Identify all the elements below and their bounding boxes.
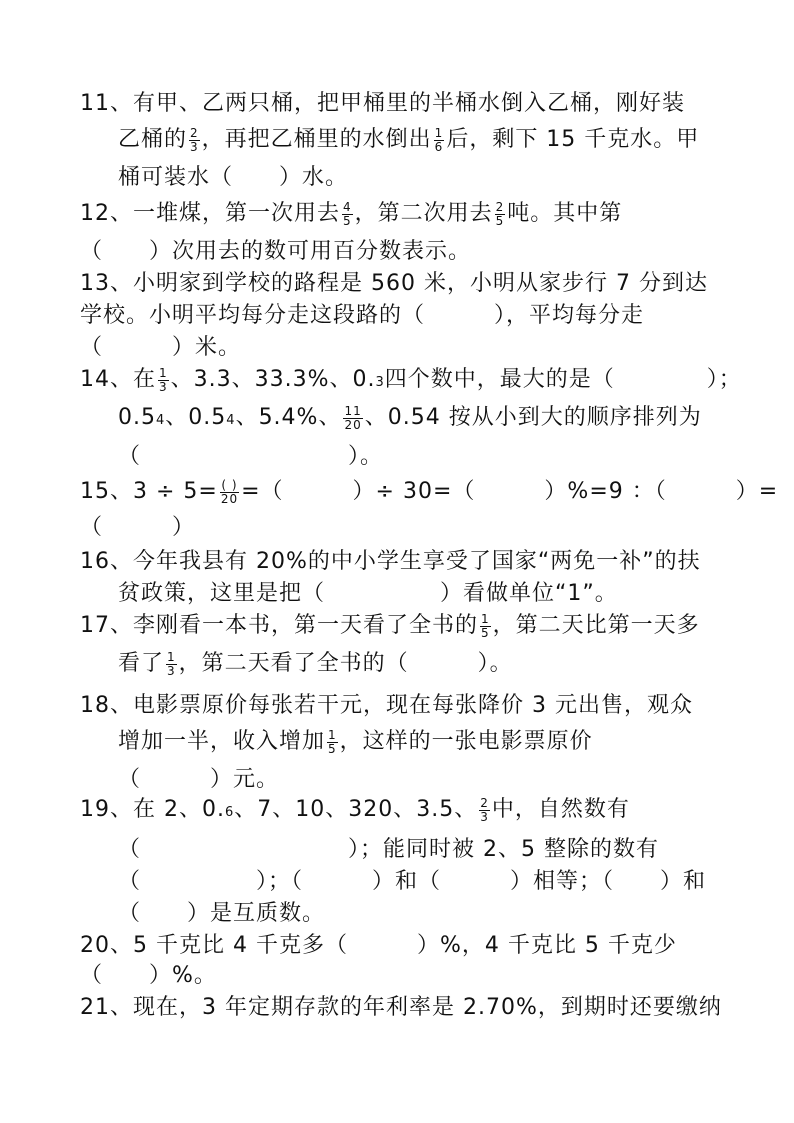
q11-text: 乙桶的 — [118, 127, 188, 152]
q11-text: 后，剩下 15 千克水。甲 — [446, 127, 700, 152]
q20-line1: 20、5 千克比 4 千克多（ ）%，4 千克比 5 千克少 — [80, 933, 677, 958]
q16-line2: 贫政策，这里是把（ ）看做单位“1”。 — [118, 581, 618, 606]
fraction-numerator: 1 — [167, 649, 176, 664]
q17-line1 — [80, 612, 700, 640]
q17-line2 — [118, 650, 513, 678]
q16-line1: 16、今年我县有 20%的中小学生享受了国家“两免一补”的扶 — [80, 549, 701, 574]
q12-text: 吨。其中第 — [507, 201, 623, 226]
q15-text: 15、3 ÷ 5= — [80, 479, 218, 504]
repeating-digit: 4 — [226, 413, 236, 428]
fraction — [343, 405, 362, 432]
q11-line1: 11、有甲、乙两只桶，把甲桶里的半桶水倒入乙桶，刚好装 — [80, 91, 685, 116]
q19-line3: （ ）；（ ）和（ ）相等；（ ）和 — [118, 869, 707, 894]
fraction-denominator: 5 — [495, 213, 505, 228]
fraction-denominator: 5 — [328, 741, 337, 756]
fraction-denominator: 3 — [159, 379, 168, 394]
fraction-numerator: 2 — [495, 199, 505, 214]
q13-line1: 13、小明家到学校的路程是 560 米，小明从家步行 7 分到达 — [80, 271, 708, 296]
q18-line1: 18、电影票原价每张若干元，现在每张降价 3 元出售，观众 — [80, 693, 693, 718]
q19-line2: （ ）；能同时被 2、5 整除的数有 — [118, 837, 659, 862]
q14-line3: （ ）。 — [118, 444, 384, 469]
q19-line4: （ ）是互质数。 — [118, 901, 326, 926]
q15-line2: （ ） — [80, 515, 196, 540]
fraction — [166, 651, 177, 678]
fraction-numerator: ( ) — [221, 477, 238, 492]
q14-text: 、0.54 按从小到大的顺序排列为 — [364, 405, 702, 430]
q17-text: ，第二天比第一天多 — [492, 613, 700, 638]
q14-text: 、5.4%、 — [235, 405, 342, 430]
q12-text: ，第二次用去 — [354, 201, 493, 226]
q12-line2: （ ）次用去的数可用百分数表示。 — [80, 239, 472, 264]
q19-text: 、7、10、320、3.5、 — [234, 797, 478, 822]
fraction-denominator: 6 — [434, 139, 444, 154]
q19-text: 中，自然数有 — [491, 797, 630, 822]
q14-line2 — [118, 404, 702, 435]
fraction-numerator: 1 — [434, 125, 444, 140]
fraction-numerator: 11 — [344, 403, 362, 418]
fraction-numerator: 4 — [343, 199, 352, 214]
q13-line2: 学校。小明平均每分走这段路的（ ），平均每分走 — [80, 303, 645, 328]
fraction — [434, 127, 445, 154]
q14-text: 四个数中，最大的是（ ）； — [384, 367, 742, 392]
repeating-digit: 4 — [156, 413, 166, 428]
q14-text: 14、在 — [80, 367, 156, 392]
q14-text: 、0.5 — [165, 405, 227, 430]
q15-line1 — [80, 478, 778, 506]
fraction-denominator: 20 — [344, 417, 362, 432]
fraction — [342, 201, 353, 228]
repeating-digit: 6 — [224, 805, 235, 820]
fraction — [220, 479, 239, 506]
fraction-denominator: 5 — [343, 213, 352, 228]
q17-text: 看了 — [118, 651, 165, 676]
q20-line2: （ ）%。 — [80, 963, 217, 988]
q18-line2 — [118, 728, 593, 756]
q13-line3: （ ）米。 — [80, 335, 242, 360]
fraction-numerator: 1 — [481, 611, 490, 626]
q18-line3: （ ）元。 — [118, 767, 280, 792]
q18-text: 增加一半，收入增加 — [118, 729, 326, 754]
q17-text: ，第二天看了全书的（ ）。 — [178, 651, 513, 676]
q12-line1 — [80, 200, 622, 228]
fraction — [479, 797, 490, 824]
fraction-numerator: 1 — [159, 365, 168, 380]
fraction — [327, 729, 338, 756]
fraction-denominator: 3 — [190, 139, 199, 154]
fraction-numerator: 2 — [480, 795, 489, 810]
q14-text: 0.5 — [118, 405, 156, 430]
fraction — [158, 367, 169, 394]
q21-line1: 21、现在，3 年定期存款的年利率是 2.70%，到期时还要缴纳 — [80, 995, 722, 1020]
fraction — [189, 127, 200, 154]
q14-line1 — [80, 366, 742, 397]
fraction — [495, 201, 506, 228]
q14-text: 、3.3、33.3%、0. — [170, 367, 376, 392]
fraction-denominator: 5 — [481, 625, 490, 640]
fraction-numerator: 1 — [328, 727, 337, 742]
fraction-denominator: 20 — [220, 491, 239, 506]
q18-text: ，这样的一张电影票原价 — [339, 729, 593, 754]
fraction-numerator: 2 — [190, 125, 199, 140]
fraction-denominator: 3 — [167, 663, 176, 678]
q17-text: 17、李刚看一本书，第一天看了全书的 — [80, 613, 478, 638]
fraction — [480, 613, 491, 640]
q12-text: 12、一堆煤，第一次用去 — [80, 201, 340, 226]
q11-text: ，再把乙桶里的水倒出 — [201, 127, 432, 152]
repeating-digit: 3 — [375, 375, 385, 390]
q19-text: 19、在 2、0. — [80, 797, 225, 822]
q19-line1 — [80, 796, 630, 827]
q11-line3: 桶可装水（ ）水。 — [118, 165, 349, 190]
q11-line2 — [118, 126, 699, 154]
q15-text: =（ ）÷ 30=（ ）%=9 ：（ ）= — [241, 479, 779, 504]
fraction-denominator: 3 — [480, 809, 489, 824]
